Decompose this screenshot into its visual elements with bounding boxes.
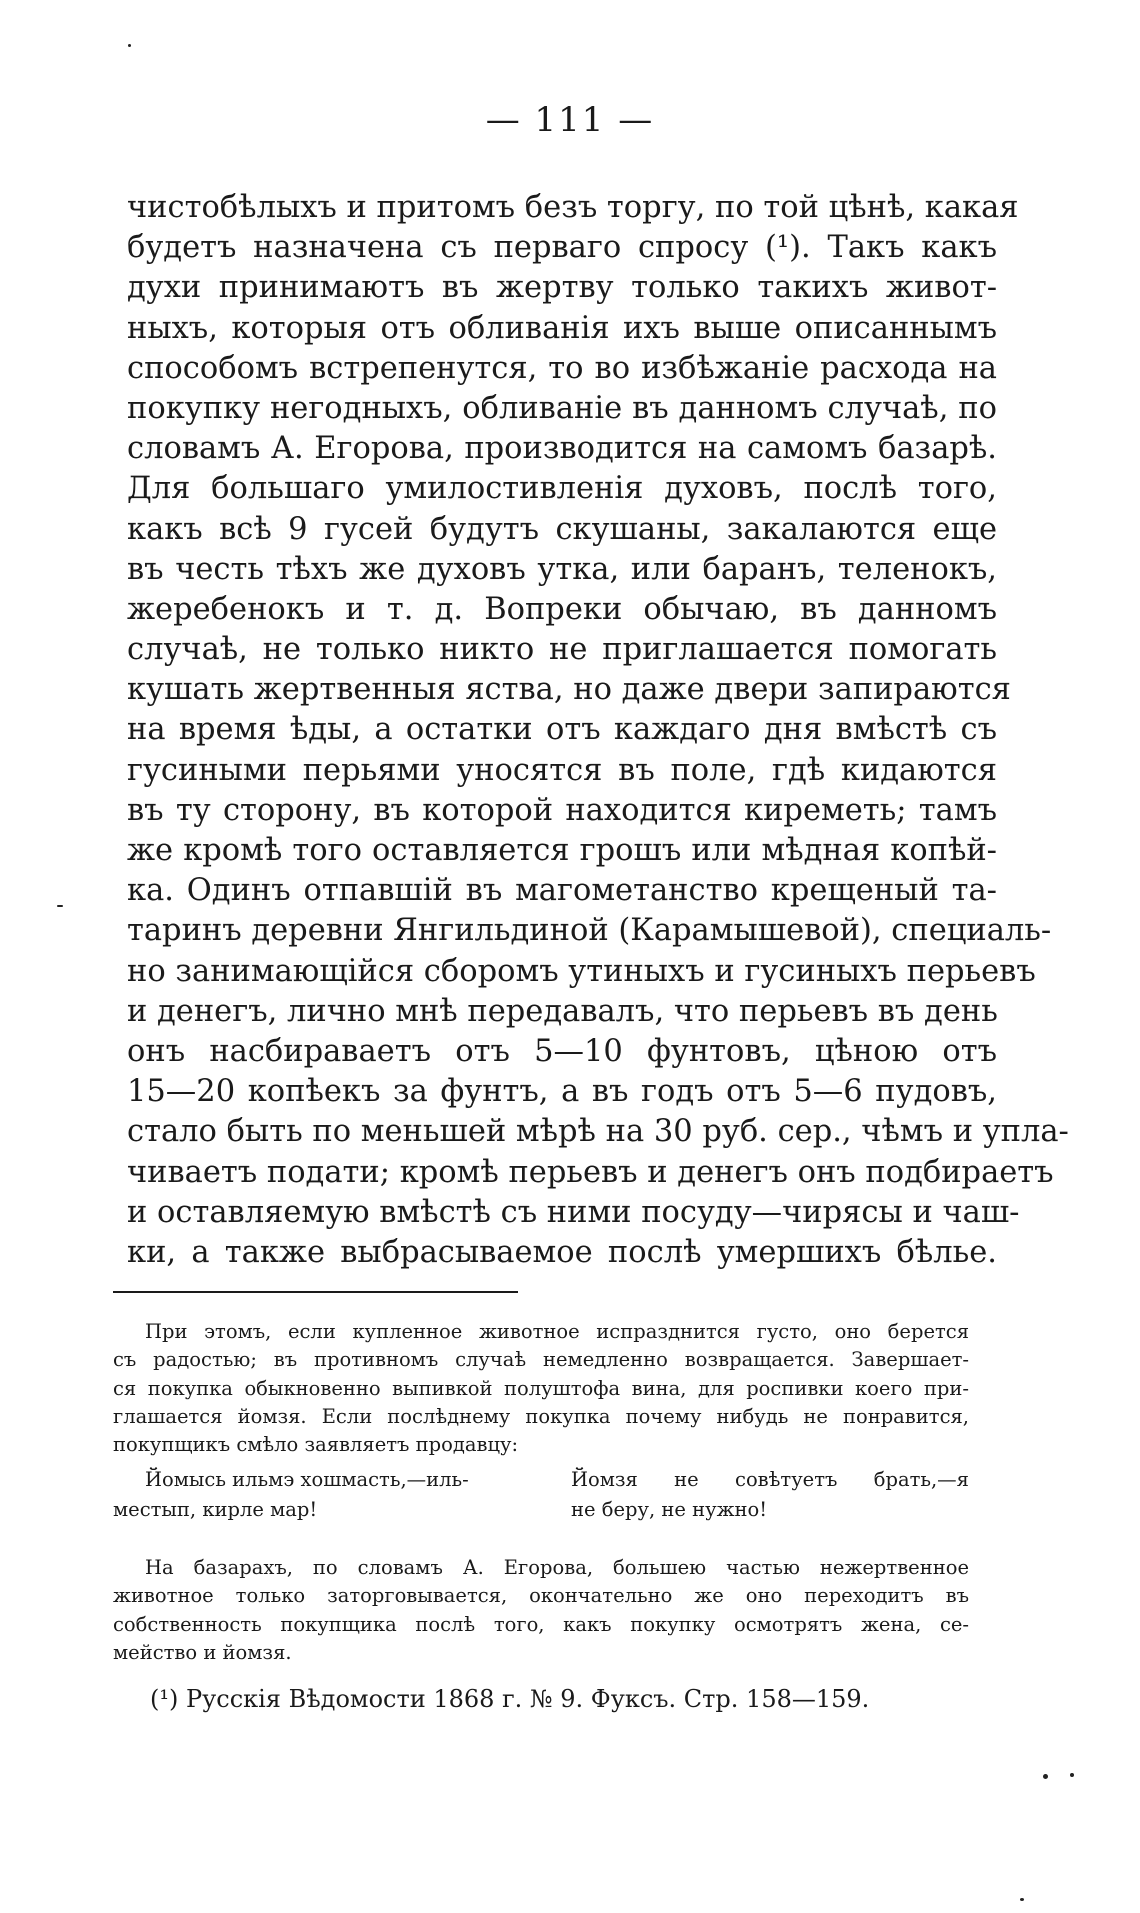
dialogue-russian-line: Йомзя не совѣтуетъ брать,—я — [571, 1468, 969, 1491]
dialogue-mari-line: Йомысь ильмэ хошмасть,—иль- — [145, 1468, 469, 1491]
paper-speck — [57, 905, 63, 907]
paper-speck — [1043, 1774, 1048, 1779]
text-line: жеребенокъ и т. д. Вопреки обычаю, въ данномъ — [127, 591, 997, 627]
note-line: ся покупка обыкновенно выпивкой полуштофа вина, для роспивки коего при- — [113, 1376, 969, 1400]
page-number: — 111 — — [485, 100, 655, 140]
text-line: и оставляемую вмѣстѣ съ ними посуду—чирясы и чаш- — [127, 1194, 1020, 1230]
paper-speck — [1070, 1773, 1074, 1777]
note-line: животное только заторговывается, окончательно же оно переходитъ въ — [113, 1584, 969, 1608]
paper-speck — [128, 44, 131, 47]
text-line: ка. Одинъ отпавшій въ магометанство крещеный та- — [127, 873, 997, 909]
dialogue-block — [113, 1466, 969, 1526]
text-line: ныхъ, которыя отъ обливанія ихъ выше описаннымъ — [127, 310, 997, 346]
text-line: чистобѣлыхъ и притомъ безъ торгу, по той цѣнѣ, какая — [127, 190, 1019, 225]
main-text-block — [127, 188, 1069, 1273]
text-line: въ честь тѣхъ же духовъ утка, или баранъ, теленокъ, — [127, 551, 997, 587]
text-line: стало быть по меньшей мѣрѣ на 30 руб. сер., чѣмъ и упла- — [127, 1114, 1069, 1150]
note-line: мейство и йомзя. — [113, 1640, 292, 1664]
text-line: Для большаго умилостивленія духовъ, послѣ того, — [127, 471, 997, 507]
text-line: ки, а также выбрасываемое послѣ умершихъ бѣлье. — [127, 1234, 997, 1270]
paper-speck — [1020, 1898, 1024, 1901]
text-line: же кромѣ того оставляется грошъ или мѣдная копѣй- — [127, 833, 997, 868]
text-line: въ ту сторону, въ которой находится киреметь; тамъ — [127, 792, 997, 828]
dialogue-russian-line: не беру, не нужно! — [571, 1498, 768, 1521]
note-line: При этомъ, если купленное животное испразднится густо, оно берется — [145, 1320, 969, 1343]
note-line: На базарахъ, по словамъ А. Егорова, большею частью нежертвенное — [145, 1556, 969, 1579]
text-line: и денегъ, лично мнѣ передавалъ, что перьевъ въ день — [127, 993, 998, 1029]
text-line: духи принимаютъ въ жертву только такихъ живот- — [127, 270, 997, 306]
note-line: собственность покупщика послѣ того, какъ покупку осмотрятъ жена, се- — [113, 1612, 969, 1636]
text-line: будетъ назначена съ перваго спросу (¹). Такъ какъ — [127, 230, 997, 266]
footnote: (¹) Русскія Вѣдомости 1868 г. № 9. Фуксъ. Стр. 158—159. — [150, 1685, 870, 1713]
text-line: кушать жертвенныя яства, но даже двери запираются — [127, 672, 1011, 708]
text-line: какъ всѣ 9 гусей будутъ скушаны, закалаются еще — [127, 511, 997, 547]
dialogue-mari-line: местып, кирле мар! — [113, 1498, 318, 1521]
text-line: словамъ А. Егорова, производится на самомъ базарѣ. — [127, 431, 997, 467]
text-line: 15—20 копѣекъ за фунтъ, а въ годъ отъ 5—6 пудовъ, — [127, 1074, 997, 1110]
text-line: покупку негодныхъ, обливаніе въ данномъ случаѣ, по — [127, 390, 997, 426]
text-line: онъ насбираваетъ отъ 5—10 фунтовъ, цѣною отъ — [127, 1033, 997, 1069]
note-block-2 — [113, 1554, 969, 1667]
text-line: случаѣ, не только никто не приглашается помогать — [127, 632, 997, 668]
text-line: но занимающійся сборомъ утиныхъ и гусиныхъ перьевъ — [127, 953, 1036, 989]
text-line: таринъ деревни Янгильдиной (Карамышевой), специаль- — [127, 913, 1052, 949]
text-line: чиваетъ подати; кромѣ перьевъ и денегъ онъ подбираетъ — [127, 1154, 1054, 1190]
note-block-1 — [113, 1318, 969, 1459]
note-line: глашается йомзя. Если послѣднему покупка почему нибудь не понравится, — [113, 1404, 969, 1428]
text-line: способомъ встрепенутся, то во избѣжаніе расхода на — [127, 350, 997, 386]
text-line: на время ѣды, а остатки отъ каждаго дня вмѣстѣ съ — [127, 712, 997, 748]
note-line: съ радостью; въ противномъ случаѣ немедленно возвращается. Завершает- — [113, 1348, 969, 1372]
footnote-separator — [113, 1291, 518, 1293]
note-line: покупщикъ смѣло заявляетъ продавцу: — [113, 1433, 519, 1457]
text-line: гусиными перьями уносятся въ поле, гдѣ кидаются — [127, 752, 997, 788]
